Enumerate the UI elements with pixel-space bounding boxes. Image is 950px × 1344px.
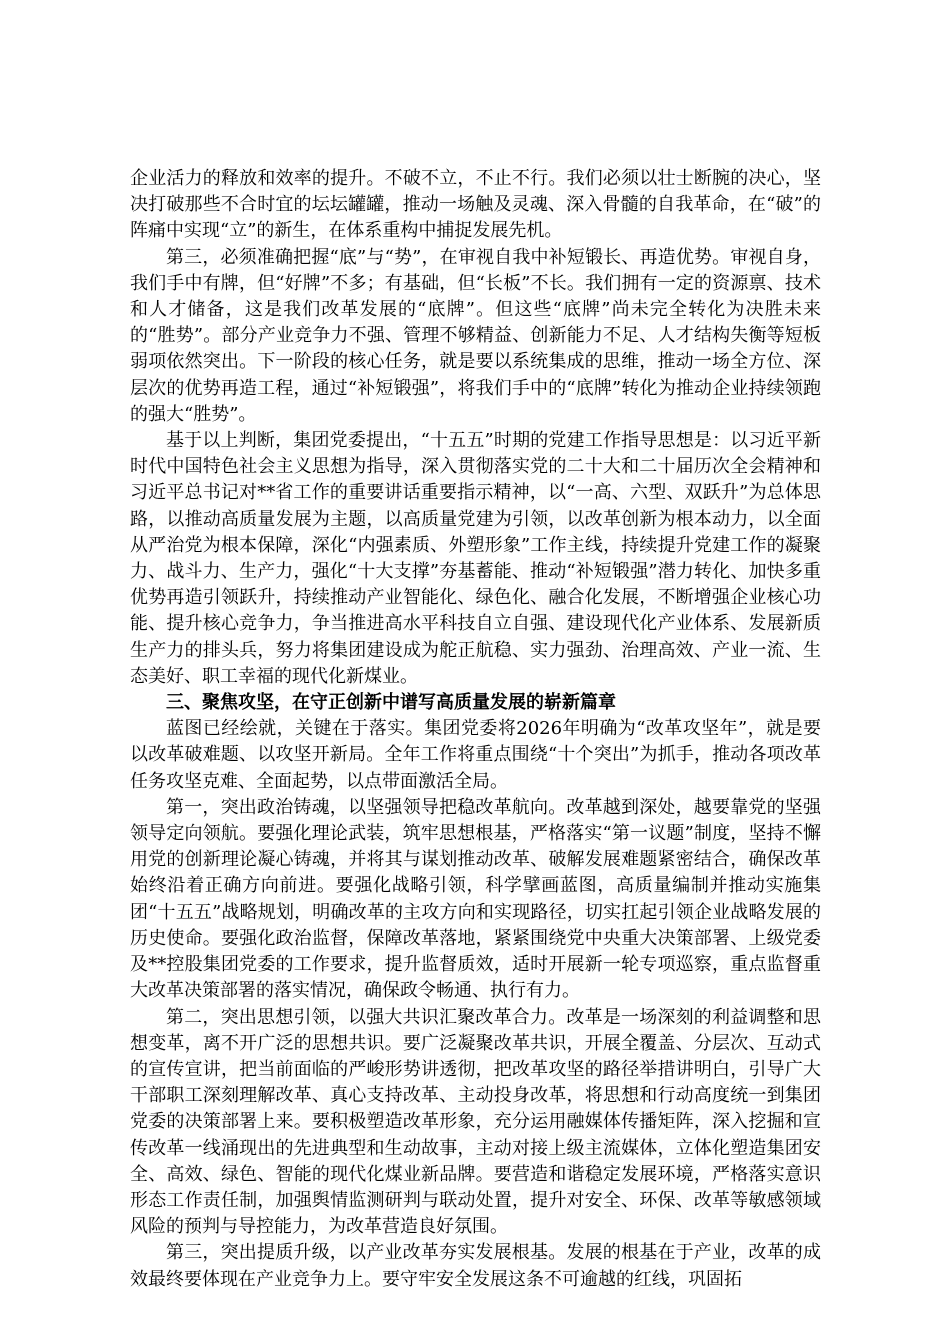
paragraph-third-industry: 第三，突出提质升级，以产业改革夯实发展根基。发展的根基在于产业，改革的成效最终要体现在产业竞争力上。要守牢安全发展这条不可逾越的红线，巩固拓 <box>130 1242 821 1290</box>
paragraph-guiding-ideology: 基于以上判断，集团党委提出，“十五五”时期的党建工作指导思想是：以习近平新时代中国特色社会主义思想为指导，深入贯彻落实党的二十大和二十届历次全会精神和习近平总书记对**省工作的重要讲话重要指示精神，以“一高、六型、双跃升”为总体思路，以推动高质量发展为主题，以高质量党建为引领，以改革创新为根本动力，以全面从严治党为根本保障，深化“内强素质、外塑形象”工作主线，持续提升党建工作的凝聚力、战斗力、生产力，强化“十大支撑”夯基蓄能、推动“补短锻强”潜力转化、加快多重优势再造引领跃升，持续推动产业智能化、绿色化、融合化发展，不断增强企业核心功能、提升核心竞争力，争当推进高水平科技自立自强、建设现代化产业体系、发展新质生产力的排头兵，努力将集团建设成为舵正航稳、实力强劲、治理高效、产业一流、生态美好、职工幸福的现代化新煤业。 <box>130 430 821 687</box>
paragraph-third-foundation-momentum: 第三，必须准确把握“底”与“势”，在审视自我中补短锻长、再造优势。审视自身，我们手中有牌，但“好牌”不多；有基础，但“长板”不长。我们拥有一定的资源禀、技术和人才储备，这是我们改革发展的“底牌”。但这些“底牌”尚未完全转化为决胜未来的“胜势”。部分产业竞争力不强、管理不够精益、创新能力不足、人才结构失衡等短板弱项依然突出。下一阶段的核心任务，就是要以系统集成的思维，推动一场全方位、深层次的优势再造工程，通过“补短锻强”，将我们手中的“底牌”转化为推动企业持续领跑的强大“胜势”。 <box>130 246 821 425</box>
section-heading-three: 三、聚焦攻坚，在守正创新中谱写高质量发展的崭新篇章 <box>166 692 616 714</box>
document-page <box>130 166 821 1293</box>
paragraph-first-political: 第一，突出政治铸魂，以坚强领导把稳改革航向。改革越到深处，越要靠党的坚强领导定向领航。要强化理论武装，筑牢思想根基，严格落实“第一议题”制度，坚持不懈用党的创新理论凝心铸魂，并将其与谋划推动改革、破解发展难题紧密结合，确保改革始终沿着正确方向前进。要强化战略引领，科学擘画蓝图，高质量编制并推动实施集团“十五五”战略规划，明确改革的主攻方向和实现路径，切实扛起引领企业战略发展的历史使命。要强化政治监督，保障改革落地，紧紧围绕党中央重大决策部署、上级党委及**控股集团党委的工作要求，提升监督质效，适时开展新一轮专项巡察，重点监督重大改革决策部署的落实情况，确保政令畅通、执行有力。 <box>130 796 821 1002</box>
paragraph-continuation: 企业活力的释放和效率的提升。不破不立，不止不行。我们必须以壮士断腕的决心，坚决打破那些不合时宜的坛坛罐罐，推动一场触及灵魂、深入骨髓的自我革命，在“破”的阵痛中实现“立”的新生，在体系重构中捕捉发展先机。 <box>130 168 821 242</box>
paragraph-reform-year: 蓝图已经绘就，关键在于落实。集团党委将2026年明确为“改革攻坚年”，就是要以改革破难题、以攻坚开新局。全年工作将重点围绕“十个突出”为抓手，推动各项改革任务攻坚克难、全面起势，以点带面激活全局。 <box>130 718 821 792</box>
paragraph-second-ideological: 第二，突出思想引领，以强大共识汇聚改革合力。改革是一场深刻的利益调整和思想变革，离不开广泛的思想共识。要广泛凝聚改革共识，开展全覆盖、分层次、互动式的宣传宣讲，把当前面临的严峻形势讲透彻，把改革攻坚的路径举措讲明白，引导广大干部职工深刻理解改革、真心支持改革、主动投身改革，将思想和行动高度统一到集团党委的决策部署上来。要积极塑造改革形象，充分运用融媒体传播矩阵，深入挖掘和宣传改革一线涌现出的先进典型和生动故事，主动对接上级主流媒体，立体化塑造集团安全、高效、绿色、智能的现代化煤业新品牌。要营造和谐稳定发展环境，严格落实意识形态工作责任制，加强舆情监测研判与联动处置，提升对安全、环保、改革等敏感领域风险的预判与导控能力，为改革营造良好氛围。 <box>130 1006 821 1238</box>
